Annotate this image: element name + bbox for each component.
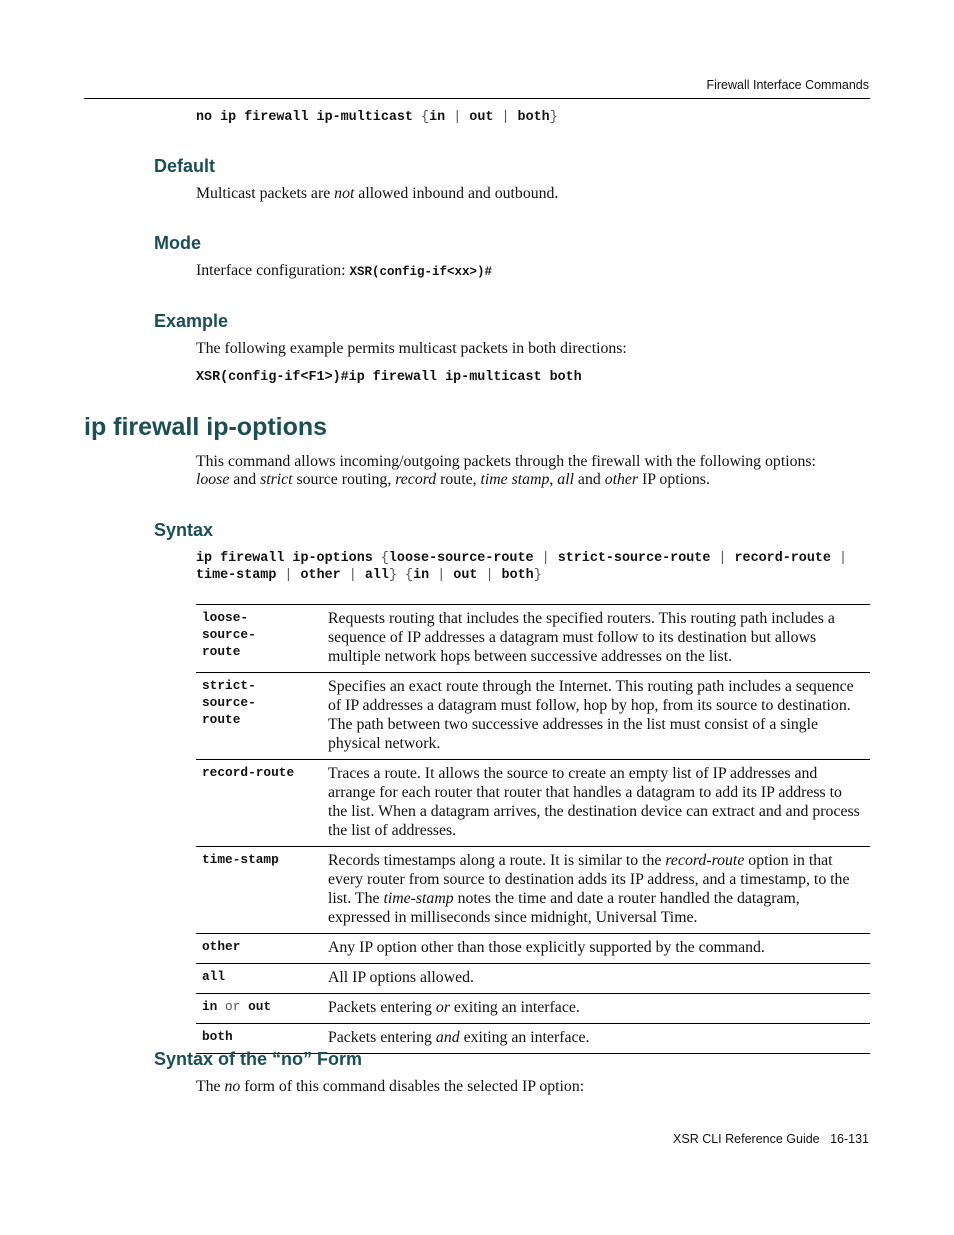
example-code: XSR(config-if<F1>)#ip firewall ip-multicast both: [196, 370, 582, 385]
keyword-out: out: [469, 110, 494, 125]
param-name: loose- source- route: [196, 605, 322, 673]
param-name: in or out: [196, 994, 322, 1024]
brace: }: [549, 110, 558, 125]
param-description: Specifies an exact route through the Internet. This routing path includes a sequence of IP addresses a datagram must follow, hop by hop, from its source to destination. The path between two successive addresses in the list must consist of a single physical network.: [322, 673, 870, 760]
param-name: record-route: [196, 760, 322, 847]
table-row: [196, 847, 870, 934]
pipe: |: [453, 110, 462, 125]
guide-title: XSR CLI Reference Guide: [673, 1132, 820, 1146]
brace: {: [421, 110, 430, 125]
table-row: [196, 934, 870, 964]
running-header: Firewall Interface Commands: [706, 78, 869, 92]
table-row: [196, 760, 870, 847]
table-row: [196, 994, 870, 1024]
parameter-table: [196, 604, 870, 1054]
param-description: Packets entering and exiting an interface.: [322, 1024, 870, 1054]
page-footer: [673, 1132, 869, 1146]
param-name: time-stamp: [196, 847, 322, 934]
header-rule: [84, 98, 870, 99]
section-intro: This command allows incoming/outgoing packets through the firewall with the following options: loose and strict source routing, record route, time stamp, all and other IP options.: [196, 453, 816, 488]
param-description: Requests routing that includes the specified routers. This routing path includes a sequence of IP addresses a datagram must follow to its destination but allows multiple network hops between successive addresses on the list.: [322, 605, 870, 673]
syntax-line-1: ip firewall ip-options {loose-source-route | strict-source-route | record-route |: [196, 551, 848, 566]
syntax-heading: Syntax: [154, 520, 214, 540]
section-title: ip firewall ip-options: [84, 413, 328, 441]
example-text: The following example permits multicast packets in both directions:: [196, 340, 627, 357]
param-description: Packets entering or exiting an interface.: [322, 994, 870, 1024]
default-text: Multicast packets are not allowed inbound and outbound.: [196, 185, 559, 202]
param-description: Records timestamps along a route. It is similar to the record-route option in that every router from source to destination adds its IP address, and a timestamp, to the list. The time-stamp notes the time and date a router handled the datagram, expressed in milliseconds since midnight, Universal Time.: [322, 847, 870, 934]
param-name: strict- source- route: [196, 673, 322, 760]
mode-heading: Mode: [154, 233, 201, 253]
page-number: 16-131: [830, 1132, 869, 1146]
param-name: other: [196, 934, 322, 964]
param-name: both: [196, 1024, 322, 1054]
table-row: [196, 673, 870, 760]
pipe: |: [501, 110, 510, 125]
command-text: no ip firewall ip-multicast: [196, 110, 413, 125]
keyword-both: both: [517, 110, 550, 125]
no-form-text: The no form of this command disables the selected IP option:: [196, 1078, 585, 1095]
no-form-command-line: [196, 109, 558, 126]
default-heading: Default: [154, 156, 216, 176]
syntax-line-2: time-stamp | other | all} {in | out | both}: [196, 568, 542, 583]
mode-text: Interface configuration: XSR(config-if<xx>)#: [196, 262, 493, 279]
param-description: All IP options allowed.: [322, 964, 870, 994]
table-row: [196, 964, 870, 994]
example-heading: Example: [154, 311, 229, 331]
table-row: [196, 605, 870, 673]
mode-prompt: XSR(config-if<xx>)#: [349, 265, 493, 279]
no-form-heading: Syntax of the “no” Form: [154, 1049, 363, 1069]
param-description: Traces a route. It allows the source to create an empty list of IP addresses and arrange for each router that router that handles a datagram to add its IP address to the list. When a datagram arrives, the destination device can extract and and process the list of addresses.: [322, 760, 870, 847]
param-description: Any IP option other than those explicitly supported by the command.: [322, 934, 870, 964]
keyword-in: in: [429, 110, 446, 125]
param-name: all: [196, 964, 322, 994]
